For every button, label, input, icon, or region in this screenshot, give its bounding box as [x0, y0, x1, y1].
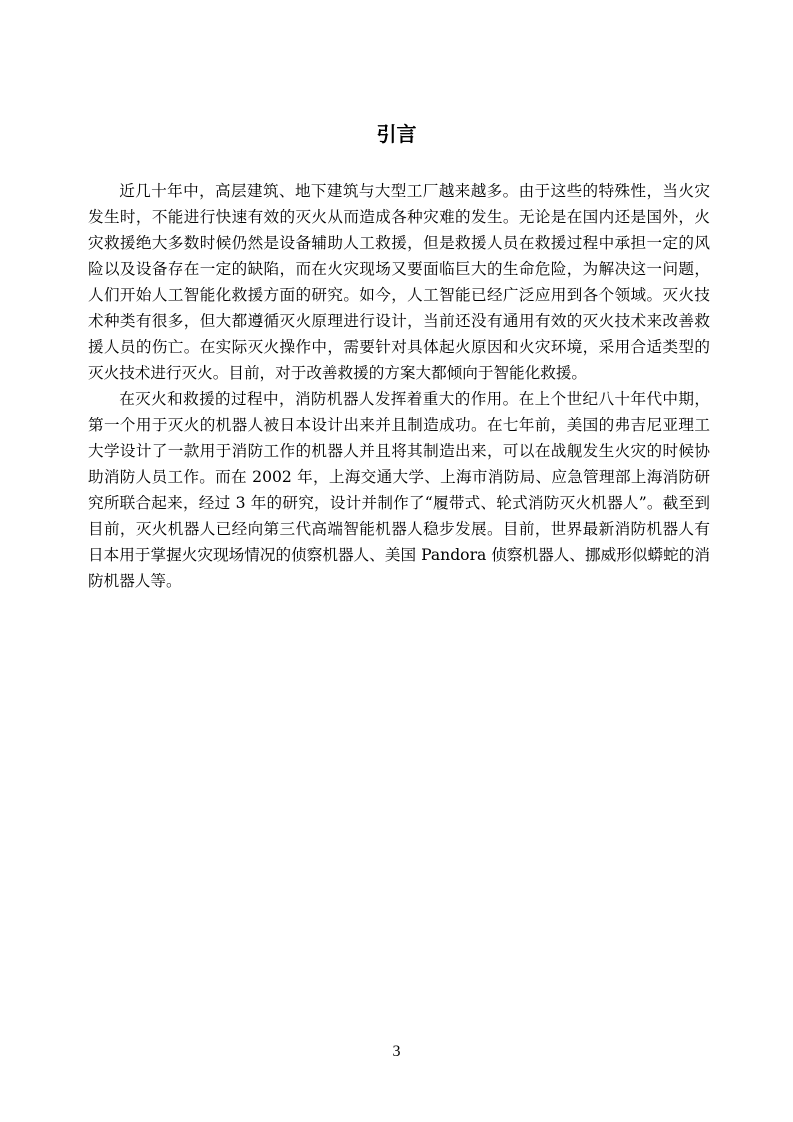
body-text: [88, 178, 710, 594]
page-number: 3: [392, 1043, 401, 1060]
page-title: 引言: [376, 122, 417, 146]
paragraph-2: 在灭火和救援的过程中，消防机器人发挥着重大的作用。在上个世纪八十年代中期，第一个用于灭火的机器人被日本设计出来并且制造成功。在七年前，美国的弗吉尼亚理工大学设计了一款用于消防工作的机器人并且将其制造出来，可以在战舰发生火灾的时候协助消防人员工作。而在 2002 年，上海交通大学、上海市消防局、应急管理部上海消防研究所联合起来，经过 3 年的研究，设计并制作了“履带式、轮式消防灭火机器人”。截至到目前，灭火机器人已经向第三代高端智能机器人稳步发展。目前，世界最新消防机器人有日本用于掌握火灾现场情况的侦察机器人、美国 Pandora 侦察机器人、挪威形似蟒蛇的消防机器人等。: [88, 390, 710, 590]
paragraph-1: 近几十年中，高层建筑、地下建筑与大型工厂越来越多。由于这些的特殊性，当火灾发生时，不能进行快速有效的灭火从而造成各种灾难的发生。无论是在国内还是国外，火灾救援绝大多数时候仍然是设备辅助人工救援，但是救援人员在救援过程中承担一定的风险以及设备存在一定的缺陷，而在火灾现场又要面临巨大的生命危险，为解决这一问题，人们开始人工智能化救援方面的研究。如今，人工智能已经广泛应用到各个领域。灭火技术种类有很多，但大都遵循灭火原理进行设计，当前还没有通用有效的灭火技术来改善救援人员的伤亡。在实际灭火操作中，需要针对具体起火原因和火灾环境，采用合适类型的灭火技术进行灭火。目前，对于改善救援的方案大都倾向于智能化救援。: [88, 182, 710, 382]
